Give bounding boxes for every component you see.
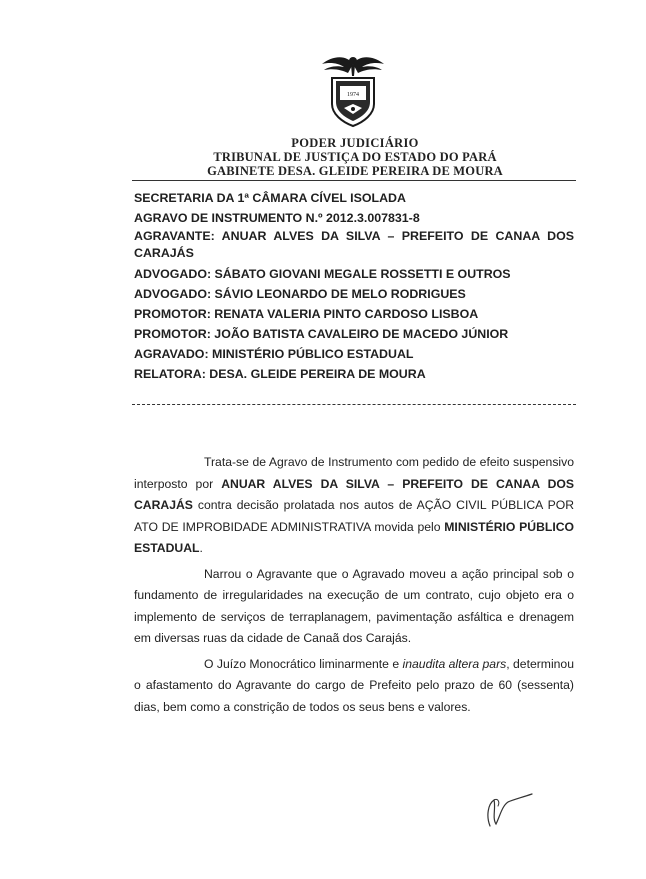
p1-text-e: .	[199, 541, 203, 555]
p1-agravado-name: MINISTÉRIO PÚBLICO ESTADUAL	[134, 519, 574, 555]
svg-text:1974: 1974	[347, 92, 359, 98]
case-advogado-2: ADVOGADO: SÁVIO LEONARDO DE MELO RODRIGUES	[134, 287, 466, 301]
p1-text-c: contra decisão prolatada nos autos de AÇÃO CIVIL PÚBLICA POR ATO DE IMPROBIDADE ADMINISTRATIVA movida pelo	[134, 498, 574, 534]
coat-of-arms-icon	[318, 50, 388, 128]
p1-text-a: Trata-se de Agravo de Instrumento com pedido de efeito suspensivo interposto por	[134, 455, 574, 491]
case-promotor-1: PROMOTOR: RENATA VALERIA PINTO CARDOSO LISBOA	[134, 307, 479, 321]
p3-text-a: O Juízo Monocrático liminarmente e	[204, 656, 403, 671]
p1-agravante-name: ANUAR ALVES DA SILVA – PREFEITO DE CANAA DOS CARAJÁS	[134, 476, 574, 512]
case-agravante: AGRAVANTE: ANUAR ALVES DA SILVA – PREFEITO DE CANAA DOS CARAJÁS	[134, 229, 574, 260]
institution-line-gabinete: GABINETE DESA. GLEIDE PEREIRA DE MOURA	[207, 164, 503, 178]
handwritten-signature-icon	[474, 786, 536, 834]
p3-text-c: , determinou o afastamento do Agravante do cargo de Prefeito pelo prazo de 60 (sessenta) dias, bem como a constrição de todos os seus bens e valores.	[134, 656, 574, 714]
case-agravo: AGRAVO DE INSTRUMENTO N.º 2012.3.007831-8	[134, 211, 420, 225]
decision-body	[134, 452, 574, 722]
paragraph-2: Narrou o Agravante que o Agravado moveu a ação principal sob o fundamento de irregularidades na execução de um contrato, cujo objeto era o implemento de serviços de terraplanagem, pavimentação asfáltica e drenagem em diversas ruas da cidade de Canaã dos Carajás.	[134, 566, 574, 645]
case-relatora: RELATORA: DESA. GLEIDE PEREIRA DE MOURA	[134, 367, 426, 381]
header-divider	[132, 180, 576, 181]
case-agravado: AGRAVADO: MINISTÉRIO PÚBLICO ESTADUAL	[134, 347, 414, 361]
case-info	[134, 188, 574, 384]
institution-line-poder: PODER JUDICIÁRIO	[291, 136, 419, 150]
p3-latin-term: inaudita altera pars	[402, 656, 507, 671]
paragraph-3	[134, 654, 574, 719]
case-divider	[132, 404, 576, 405]
institution-line-tribunal: TRIBUNAL DE JUSTIÇA DO ESTADO DO PARÁ	[213, 150, 497, 164]
institution-header	[160, 136, 550, 178]
paragraph-1	[134, 452, 574, 560]
case-secretaria: SECRETARIA DA 1ª CÂMARA CÍVEL ISOLADA	[134, 191, 406, 205]
case-promotor-2: PROMOTOR: JOÃO BATISTA CAVALEIRO DE MACEDO JÚNIOR	[134, 327, 509, 341]
case-advogado-1: ADVOGADO: SÁBATO GIOVANI MEGALE ROSSETTI E OUTROS	[134, 267, 511, 281]
